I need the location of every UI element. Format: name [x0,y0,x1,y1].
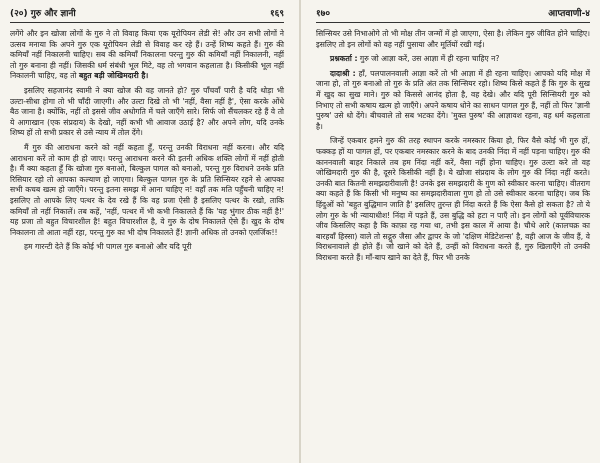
dadashri-label: दादाश्री : [330,68,356,78]
left-paragraph-1 [10,29,284,82]
question-block [316,54,590,65]
left-paragraph-1-text: लगेंगे और इन खोजा लोगों के गुरु ने तो विवाह किया एक यूरोपियन लेडी से! और उन सभी लोगों ने उत्सव मनाया कि अपने गुरु एक यूरोपियन लेडी से विवाह कर रहे हैं। उन्हें शिष्य कहते हैं। गुरु की कमियाँ नहीं निकालनी चाहिए। सब की कमियाँ निकालना परन्तु गुरु की कमियाँ नहीं निकालनी, नहीं तो गुरु बनाना ही नहीं। जिसकी धर्म संबंधी भूल मिटे, वह तो भगवान कहलाता है। किसीकी भूल नहीं निकालनी चाहिए, वह तो [10,29,284,81]
left-page [0,0,294,463]
left-paragraph-3: मैं गुरु की आराधना करने को नहीं कहता हूँ, परन्तु उनकी विराधना नहीं करना। और यदि आराधना करें तो काम ही हो जाए। परन्तु आराधना करने की इतनी अधिक शक्ति लोगों में नहीं होती है। मैं क्या कहता हूँ कि खोजा गुरु बनाओ, बिल्कुल पागल को बनाओ, परन्तु गुरु विराधने उनके प्रति रिसियार रहो तो आपका कल्याण हो जाएगा। बिल्कुल पागल गुरु के प्रति सिन्सियर रहने से आपका सभी कचब खत्म हो जाएँगे। परन्तु इतना समझ में आना चाहिए न! वहाँ तक मति पहुँचनी चाहिए न! इसलिए तो आपके लिए पत्थर के देव रखे हैं कि वह प्रजा ऐसी है इसलिए पत्थर के रखो, ताकि कमियाँ तो नहीं निकालें। तब कहें, 'नहीं, पत्थर में भी कभी निकालते हैं कि 'यह भुंगार ठीक नहीं है!' यह प्रजा तो बहुत विचारशील है! बहुत विचारशील है, वे गुरु के दोष निकालते ऐसे हैं। खुद के दोष निकालना तो आता नहीं रहा, परन्तु गुरु का भी दोष निकालते हैं! ज्ञानी अधिक तो उनको एलर्जिक!! [10,142,284,237]
left-page-number: १६९ [269,9,284,19]
left-page-header [10,6,284,23]
left-paragraph-4: हम गारन्टी देते हैं कि कोई भी पागल गुरु बनाओ और यदि पूरी [24,242,192,252]
right-paragraph-1: सिन्सियर उसे निभाओगे तो भी मोक्ष तीन जन्मों में हो जाएगा, ऐसा है। लेकिन गुरु जीवित होने चाहिए। इसलिए तो इन लोगों को वह नहीं पुसाया और मूर्तियों रखी गई। [316,29,591,49]
right-page-number: १७० [316,9,331,19]
left-page-body [10,29,284,253]
right-paragraph-2: जिन्हें एकबार हमने गुरु की तरह स्थापन करके नमस्कार किया हो, फिर वैसे कोई भी गुरु हों, फक्कड़ हों या पागल हों, पर एकबार नमस्कार करने के बाद उनकी निंदा में नहीं पड़ना चाहिए। गुरु की काननवाली बाहर निकाले तब हम निंदा नहीं करें, वैसा नहीं होना चाहिए। गुरु उल्टा करे तो वह जोखिमदारी गुरु की है, दूसरे किसीकी नहीं है। ये खोजा संप्रदाय के लोग गुरु की निंदा नहीं करते। उनकी बात कितनी समझदारीवाली है! उनके इस समझदारी के गुण को स्वीकार करना चाहिए। वीतराग क्या कहते हैं कि किसी भी मनुष्य का समझदारीवाला गुण हो तो उसे स्वीकार करना चाहिए। जब कि हिंदुओं को 'बहुत बुद्धिमान जाति है' इसलिए तुरन्त ही निंदा करते हैं कि ऐसा कैसे हो सकता है? तो ये लोग गुरु के भी न्यायाधीश! निंदा में पड़ते हैं, उस बुद्धि को हटा न पाएँ तो। इन लोगों को पूर्वविचारक जीव किसलिए कहा है कि काफ़ा रह गया था, तभी इस काल में आया है। चौथे आरे (कालचक्र का बारहवाँ हिस्सा) वाले तो सद्गुरु जैसा और द्वापर के जो 'दक्षिण मेडिटेशन्स' है, वही आज के जीव हैं, वे विराधनावाले ही होते हैं। जो खाने को देते हैं, उन्हीं को विराधना करते हैं, गुरु खिलाएँगे तो उनकी विराधना करते हैं। माँ-बाप खाने का देते हैं, फिर भी उनके [316,136,590,262]
left-paragraph-1-emphasis: बहुत बड़ी जोखिमदारी है। [78,71,149,81]
answer-text: हाँ, पलपालनवाली आज्ञा करें तो भी आज्ञा में ही रहना चाहिए। आपको यदि मोक्ष में जाना हो, तो गुरु बनाओ तो गुरु के प्रति अंत तक सिन्सियर रहो। शिष्य किसे कहते हैं कि गुरु के सुख में खुद का सुख माने। गुरु को किससे आनंद होता है, वह देखे। और यदि पूरी सिन्सियरी गुरु को निभाए तो सभी कषाय खत्म हो जाएँगे। अपने कषाय धोने का साधन पागल गुरु हैं, नहीं तो फिर 'ज्ञानी पुरुष' उसे धो देंगे। बीचवाले तो सब भटका देंगे। 'मुक्त पुरुष' की आज्ञावश रहना, वह धर्म कहलाता है। [316,68,590,131]
left-header-title: (२०) गुरु और ज्ञानी [10,9,76,19]
left-paragraph-2: इसलिए सहजानंद स्वामी ने क्या खोज की वह जानते हो? गुरु पाँचवाँ पारी है यदि थोड़ा भी उल्टा-सीधा होगा तो भी चाँदी जाएगी। और उल्टा दिखे तो भी 'नहीं, वैसा नहीं है', ऐसा करके ओंधे बैठ जाना है। क्योंकि, नहीं तो इससे जीव अधोगति में चले जाएँगे सारे। सिर्फ जो सैंचलकर रहे हैं वे तो ये आगाखान (एक संप्रदाय) के देखो, नहीं कभी भी आवाज उठाई है? और अपने लोग, यदि उनके शिष्य हों तो सभी प्रकार से उसे न्याय में तोल देंगे। [10,85,284,138]
answer-block [316,69,590,133]
question-text: गुरु जो आज्ञा करें, उस आज्ञा में ही रहना चाहिए न? [359,54,500,64]
right-header-title: आप्तवाणी-४ [548,9,590,19]
questioner-label: प्रश्नकर्ता : [330,54,358,64]
right-page-header [316,6,590,23]
book-gutter [299,0,301,463]
right-page-body [316,29,590,263]
right-page [306,0,600,463]
